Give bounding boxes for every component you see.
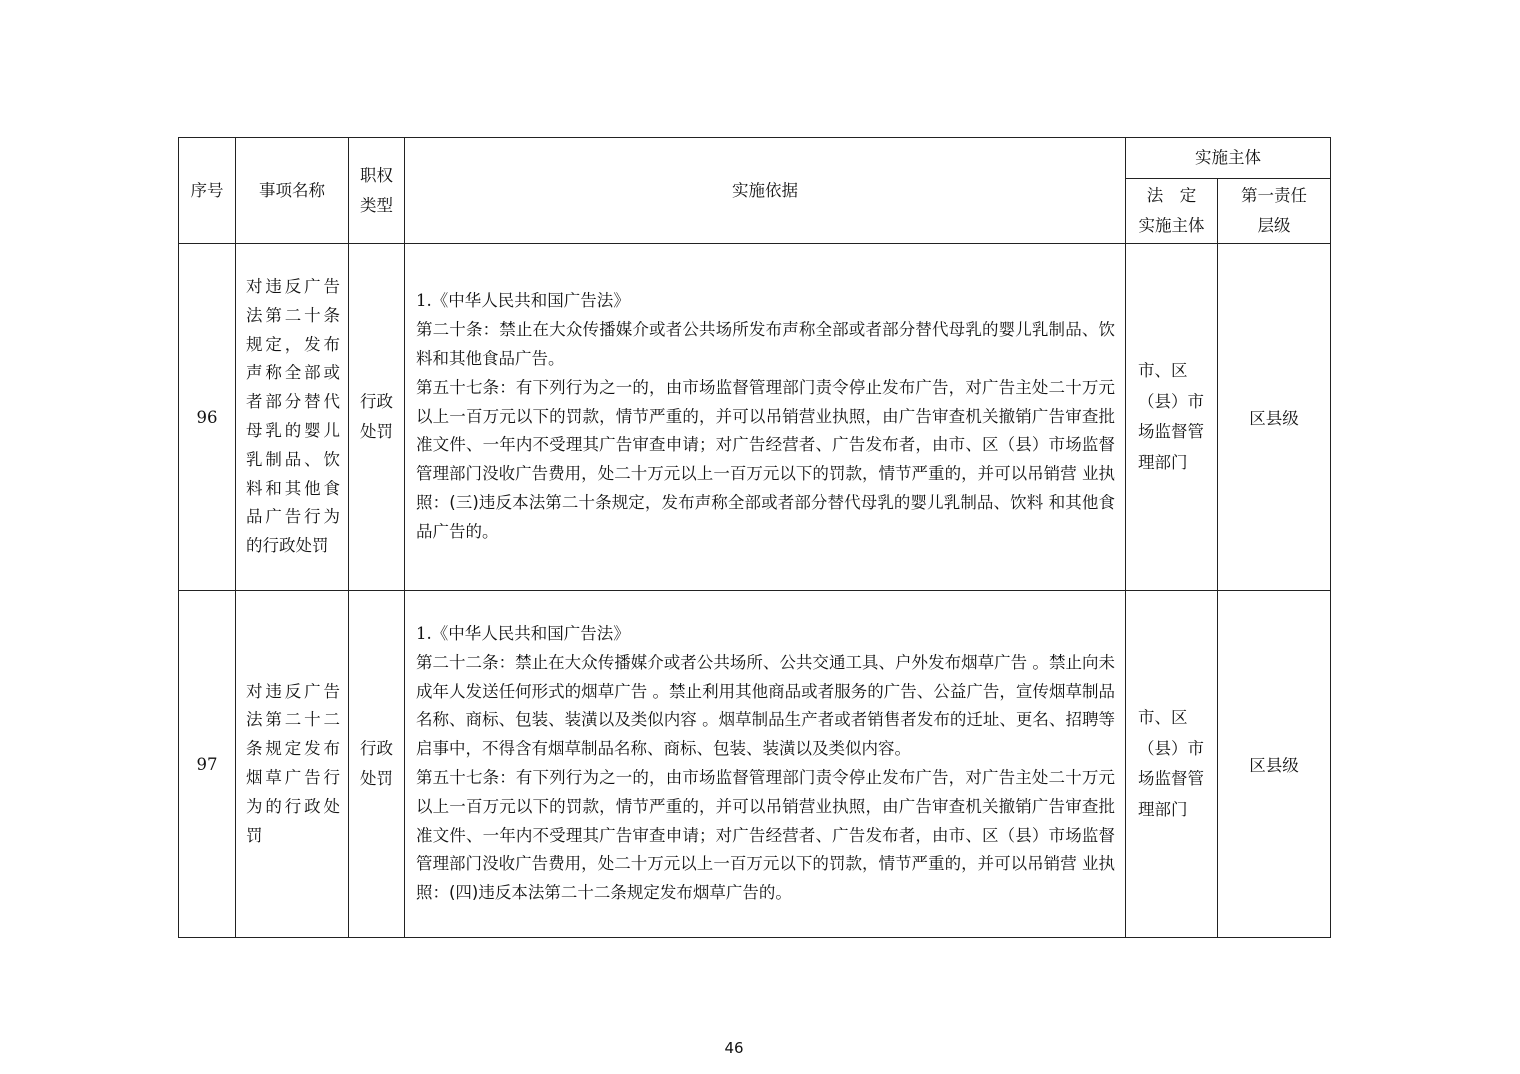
header-legal-subject: 法 定 实施主体: [1126, 179, 1218, 244]
table-row: [179, 244, 1331, 591]
header-first-level: 第一责任 层级: [1218, 179, 1331, 244]
header-item-name: 事项名称: [236, 138, 349, 244]
row-first-level: 区县级: [1218, 244, 1331, 591]
row-power-type: 行政 处罚: [349, 591, 405, 938]
row-legal-subject: 市、区（县）市场监督管理部门: [1126, 591, 1218, 938]
row-item-name: 对违反广告法第二十条规定，发布声称全部或者部分替代母乳的婴儿乳制品、饮料和其他食品广告行为的行政处罚: [236, 244, 349, 591]
law-name: 《中华人民共和国广告法》: [431, 291, 630, 311]
basis-law-title: [416, 620, 1115, 649]
basis-text: 第二十二条：禁止在大众传播媒介或者公共场所、公共交通工具、户外发布烟草广告 。禁止向未成年人发送任何形式的烟草广告 。禁止利用其他商品或者服务的广告、公益广告，宣传烟草制品名称、商标、包装、装潢以及类似内容 。烟草制品生产者或者销售者发布的迁址、更名、招聘等启事中，不得含有烟草制品名称、商标、包装、装潢以及类似内容。 第五十七条：有下列行为之一的，由市场监督管理部门责令停止发布广告，对广告主处二十万元以上一百万元以下的罚款，情节严重的，并可以吊销营业执照，由广告审查机关撤销广告审查批准文件、一年内不受理其广告审查申请；对广告经营者、广告发布者，由市、区（县）市场监督管理部门没收广告费用，处二十万元以上一百万元以下的罚款，情节严重的，并可以吊销营 业执照：(四)违反本法第二十二条规定发布烟草广告的。: [416, 652, 1115, 903]
regulation-table: [178, 137, 1331, 938]
basis-text: 第二十条：禁止在大众传播媒介或者公共场所发布声称全部或者部分替代母乳的婴儿乳制品、饮料和其他食品广告。 第五十七条：有下列行为之一的，由市场监督管理部门责令停止发布广告，对广告主处二十万元以上一百万元以下的罚款，情节严重的，并可以吊销营业执照，由广告审查机关撤销广告审查批准文件、一年内不受理其广告审查申请；对广告经营者、广告发布者，由市、区（县）市场监督管理部门没收广告费用，处二十万元以上一百万元以下的罚款，情节严重的，并可以吊销营 业执照：(三)违反本法第二十条规定，发布声称全部或者部分替代母乳的婴儿乳制品、饮料 和其他食品广告的。: [416, 320, 1115, 541]
row-basis: [405, 591, 1126, 938]
header-subject-group: 实施主体: [1126, 138, 1331, 179]
row-seq: 97: [179, 591, 236, 938]
basis-law-title: [416, 287, 1115, 316]
row-item-name: 对违反广告法第二十二条规定发布烟草广告行为的行政处罚: [236, 591, 349, 938]
page-number: 46: [724, 1039, 744, 1057]
row-legal-subject: 市、区（县）市场监督管理部门: [1126, 244, 1218, 591]
header-seq: 序号: [179, 138, 236, 244]
law-name: 《中华人民共和国广告法》: [431, 624, 630, 644]
header-basis: 实施依据: [405, 138, 1126, 244]
row-seq: 96: [179, 244, 236, 591]
row-basis: [405, 244, 1126, 591]
header-power-type: 职权 类型: [349, 138, 405, 244]
row-power-type: 行政 处罚: [349, 244, 405, 591]
law-number: 1.: [416, 624, 432, 644]
table-row: [179, 591, 1331, 938]
law-number: 1.: [416, 291, 432, 311]
row-first-level: 区县级: [1218, 591, 1331, 938]
